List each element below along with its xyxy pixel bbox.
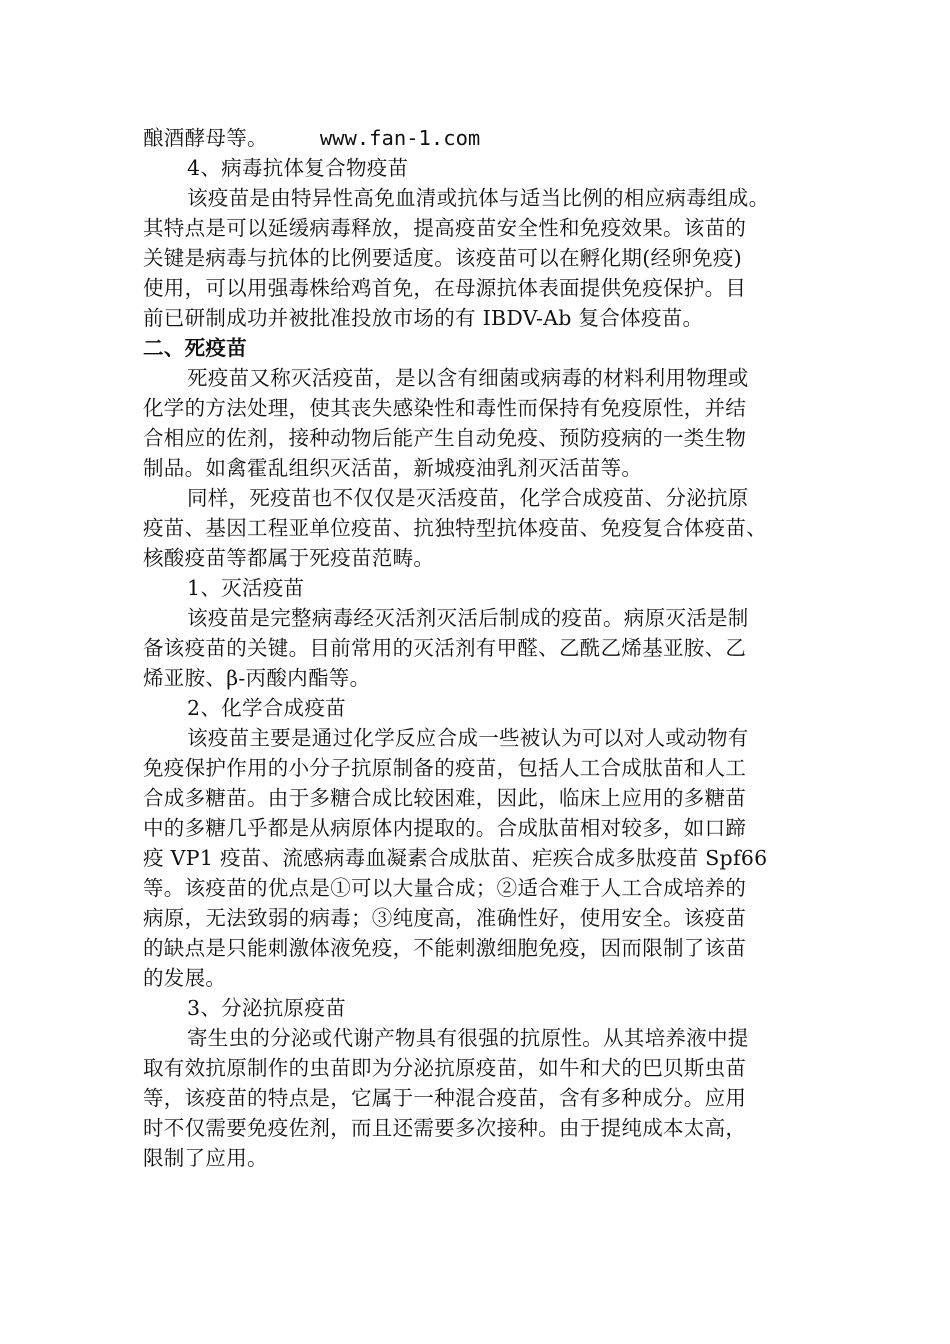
paragraph-line: 中的多糖几乎都是从病原体内提取的。合成肽苗相对较多，如口蹄 — [143, 816, 747, 840]
paragraph-line: 该疫苗主要是通过化学反应合成一些被认为可以对人或动物有 — [187, 726, 749, 750]
paragraph-line: 免疫保护作用的小分子抗原制备的疫苗，包括人工合成肽苗和人工 — [143, 756, 747, 780]
paragraph-line: 限制了应用。 — [143, 1146, 268, 1170]
paragraph-line: 疫 VP1 疫苗、流感病毒血凝素合成肽苗、疟疾合成多肽疫苗 Spf66 — [143, 846, 768, 870]
paragraph-line: 疫苗、基因工程亚单位疫苗、抗独特型抗体疫苗、免疫复合体疫苗、 — [143, 516, 767, 540]
paragraph-line: 烯亚胺、β-丙酸内酯等。 — [143, 666, 371, 690]
paragraph-line: 前已研制成功并被批准投放市场的有 IBDV-Ab 复合体疫苗。 — [143, 306, 704, 330]
paragraph-line: 合成多糖苗。由于多糖合成比较困难，因此，临床上应用的多糖苗 — [143, 786, 747, 810]
paragraph-line: 制品。如禽霍乱组织灭活苗，新城疫油乳剂灭活苗等。 — [143, 456, 643, 480]
paragraph-line: 该疫苗是由特异性高免血清或抗体与适当比例的相应病毒组成。 — [187, 186, 770, 210]
paragraph-line: 等，该疫苗的特点是，它属于一种混合疫苗，含有多种成分。应用 — [143, 1086, 747, 1110]
paragraph-line: 等。该疫苗的优点是①可以大量合成；②适合难于人工合成培养的 — [143, 876, 747, 900]
paragraph-line: 病原，无法致弱的病毒；③纯度高，准确性好，使用安全。该疫苗 — [143, 906, 747, 930]
subsection-heading: 1、灭活疫苗 — [187, 576, 305, 600]
paragraph-line: 合相应的佐剂，接种动物后能产生自动免疫、预防疫病的一类生物 — [143, 426, 747, 450]
paragraph-line: 取有效抗原制作的虫苗即为分泌抗原疫苗，如牛和犬的巴贝斯虫苗 — [143, 1056, 747, 1080]
paragraph-line: 备该疫苗的关键。目前常用的灭活剂有甲醛、乙酰乙烯基亚胺、乙 — [143, 636, 747, 660]
paragraph-line: 核酸疫苗等都属于死疫苗范畴。 — [143, 546, 435, 570]
section-heading: 二、死疫苗 — [143, 336, 247, 360]
subsection-heading: 3、分泌抗原疫苗 — [187, 996, 346, 1020]
paragraph-line: 该疫苗是完整病毒经灭活剂灭活后制成的疫苗。病原灭活是制 — [187, 606, 749, 630]
paragraph-line: 化学的方法处理，使其丧失感染性和毒性而保持有免疫原性，并结 — [143, 396, 747, 420]
paragraph-line: 同样，死疫苗也不仅仅是灭活疫苗，化学合成疫苗、分泌抗原 — [187, 486, 749, 510]
paragraph-line: 的发展。 — [143, 966, 227, 990]
subsection-heading: 4、病毒抗体复合物疫苗 — [187, 156, 409, 180]
subsection-heading: 2、化学合成疫苗 — [187, 696, 346, 720]
paragraph-line: 使用，可以用强毒株给鸡首免，在母源抗体表面提供免疫保护。目 — [143, 276, 747, 300]
text-line — [143, 123, 480, 153]
paragraph-line: 其特点是可以延缓病毒释放，提高疫苗安全性和免疫效果。该苗的 — [143, 216, 747, 240]
paragraph-line: 的缺点是只能刺激体液免疫，不能刺激细胞免疫，因而限制了该苗 — [143, 936, 747, 960]
url-text: www.fan-1.com — [319, 126, 481, 150]
text-segment: 酿酒酵母等。 — [143, 126, 268, 150]
paragraph-line: 死疫苗又称灭活疫苗，是以含有细菌或病毒的材料利用物理或 — [187, 366, 749, 390]
paragraph-line: 时不仅需要免疫佐剂，而且还需要多次接种。由于提纯成本太高， — [143, 1116, 747, 1140]
paragraph-line: 寄生虫的分泌或代谢产物具有很强的抗原性。从其培养液中提 — [187, 1026, 749, 1050]
paragraph-line: 关键是病毒与抗体的比例要适度。该疫苗可以在孵化期(经卵免疫) — [143, 246, 742, 270]
